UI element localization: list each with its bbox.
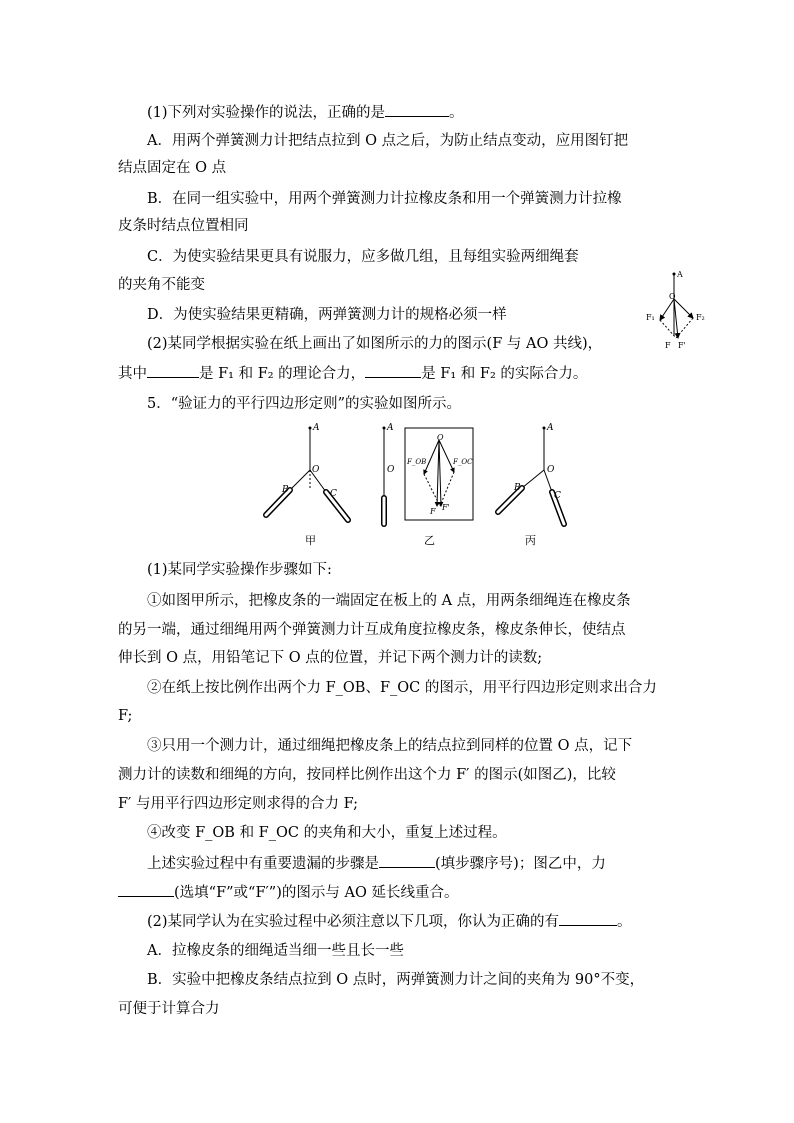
- step-3: ③只用一个测力计，通过细绳把橡皮条上的结点拉到同样的位置 O 点，记下: [147, 738, 633, 754]
- label-a: A: [387, 423, 394, 433]
- label-foc: F_OC: [453, 458, 473, 466]
- answer-blank[interactable]: [118, 882, 174, 897]
- figure-jia: [266, 423, 348, 520]
- q5-option-a: A．拉橡皮条的细绳适当细一些且长一些: [147, 943, 404, 959]
- question-2-cont: 其中 是 F₁ 和 F₂ 的理论合力， 是 F₁ 和 F₂ 的实际合力。: [118, 363, 587, 384]
- figure-bing: [498, 423, 564, 524]
- step-1-cont: 的另一端，通过细绳用两个弹簧测力计互成角度拉橡皮条，橡皮条伸长，使结点: [118, 622, 626, 638]
- caption-bing: 丙: [525, 534, 536, 547]
- option-a: A．用两个弹簧测力计把结点拉到 O 点之后，为防止结点变动，应用图钉把: [147, 133, 629, 149]
- question-a: 上述实验过程中有重要遗漏的步骤是 (填步骤序号)；图乙中，力: [147, 853, 606, 874]
- question-5-2: (2)某同学认为在实验过程中必须注意以下几项，你认为正确的有 。: [147, 911, 632, 932]
- option-d: D．为使实验结果更精确，两弹簧测力计的规格必须一样: [147, 307, 507, 323]
- label-c: C: [554, 491, 561, 501]
- step-1-cont2: 伸长到 O 点，用铅笔记下 O 点的位置，并记下两个测力计的读数;: [118, 650, 543, 666]
- label-f: F: [665, 341, 671, 350]
- label-f-prime: F': [442, 503, 450, 512]
- answer-blank[interactable]: [385, 102, 449, 117]
- label-fob: F_OB: [407, 458, 427, 466]
- step-2: ②在纸上按比例作出两个力 F_OB、F_OC 的图示，用平行四边形定则求出合力: [147, 680, 657, 696]
- q5-option-b: B．实验中把橡皮条结点拉到 O 点时，两弹簧测力计之间的夹角为 90°不变，: [147, 972, 645, 988]
- question-5-title: 5．“验证力的平行四边形定则”的实验如图所示。: [147, 396, 462, 412]
- label-a: A: [313, 423, 320, 433]
- label-o: O: [669, 292, 676, 301]
- label-o: O: [387, 465, 395, 475]
- step-1: ①如图甲所示，把橡皮条的一端固定在板上的 A 点，用两条细绳连在橡皮条: [147, 593, 631, 609]
- question-b: (选填“F”或“F′”)的图示与 AO 延长线重合。: [118, 882, 458, 903]
- force-diagram-small: [640, 268, 720, 352]
- step-3-cont2: F′ 与用平行四边形定则求得的合力 F;: [118, 796, 358, 812]
- question-2-stem: (2)某同学根据实验在纸上画出了如图所示的力的图示(F 与 AO 共线)，: [147, 336, 603, 352]
- answer-blank[interactable]: [147, 363, 199, 378]
- figure-yi: [383, 423, 474, 524]
- label-o: O: [437, 433, 444, 442]
- label-b: B: [514, 483, 521, 493]
- label-a: A: [677, 270, 683, 279]
- option-a-cont: 结点固定在 O 点: [118, 160, 227, 176]
- caption-jia: 甲: [305, 534, 316, 547]
- option-c-cont: 的夹角不能变: [118, 277, 205, 293]
- step-3-cont: 测力计的读数和细绳的方向，按同样比例作出这个力 F′ 的图示(如图乙)，比较: [118, 767, 616, 783]
- label-f-prime: F': [678, 341, 686, 350]
- label-b: B: [282, 485, 289, 495]
- q5-option-b-cont: 可便于计算合力: [118, 1001, 220, 1017]
- label-f1: F₁: [646, 313, 655, 322]
- steps-heading: (1)某同学实验操作步骤如下:: [147, 562, 332, 578]
- option-b-cont: 皮条时结点位置相同: [118, 218, 249, 234]
- step-2-cont: F;: [118, 708, 133, 724]
- option-b: B．在同一组实验中，用两个弹簧测力计拉橡皮条和用一个弹簧测力计拉橡: [147, 191, 622, 207]
- caption-yi: 乙: [424, 534, 435, 547]
- label-o: O: [547, 465, 555, 475]
- label-f: F: [430, 507, 436, 516]
- label-a: A: [547, 423, 554, 433]
- question-1-stem: (1)下列对实验操作的说法，正确的是 。: [147, 102, 464, 123]
- label-c: C: [330, 489, 337, 499]
- label-f2: F₂: [696, 313, 705, 322]
- label-o: O: [312, 465, 320, 475]
- answer-blank[interactable]: [559, 911, 617, 926]
- experiment-figures: [250, 420, 570, 550]
- answer-blank[interactable]: [379, 853, 435, 868]
- option-c: C．为使实验结果更具有说服力，应多做几组，且每组实验两细绳套: [147, 249, 579, 265]
- step-4: ④改变 F_OB 和 F_OC 的夹角和大小，重复上述过程。: [147, 825, 507, 841]
- answer-blank[interactable]: [365, 363, 421, 378]
